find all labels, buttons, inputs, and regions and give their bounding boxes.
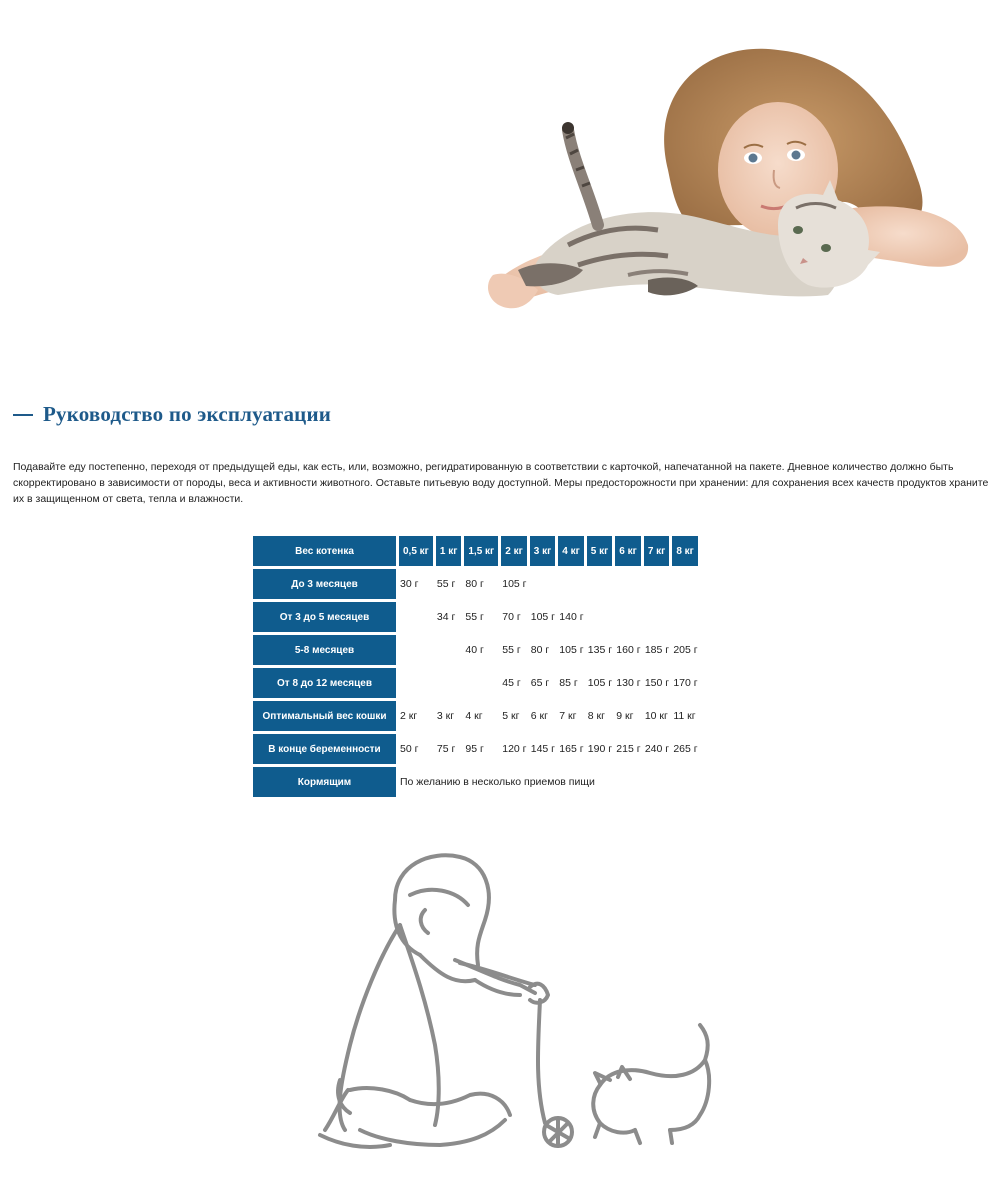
row-label: От 8 до 12 месяцев bbox=[253, 668, 396, 698]
weight-column-header: 6 кг bbox=[615, 536, 641, 566]
table-cell: 3 кг bbox=[436, 710, 455, 722]
table-cell: 105 г bbox=[530, 611, 556, 623]
toy-string bbox=[538, 1000, 545, 1123]
feeding-table bbox=[250, 533, 701, 800]
table-cell: 160 г bbox=[616, 644, 641, 656]
weight-column-header: 7 кг bbox=[644, 536, 670, 566]
table-cell bbox=[530, 569, 556, 599]
table-cell bbox=[644, 569, 670, 599]
nursing-note: По желанию в несколько приемов пищи bbox=[400, 776, 595, 788]
page-title: Руководство по эксплуатации bbox=[43, 402, 332, 426]
table-cell: 9 кг bbox=[616, 710, 634, 722]
table-row bbox=[253, 734, 698, 764]
table-cell bbox=[464, 668, 498, 698]
table-cell: 135 г bbox=[587, 644, 613, 656]
row-label: До 3 месяцев bbox=[253, 569, 396, 599]
table-cell: 105 г bbox=[587, 677, 613, 689]
hero-photo-girl-with-cat bbox=[478, 30, 978, 330]
table-cell: 55 г bbox=[502, 644, 521, 656]
weight-column-header: 8 кг bbox=[672, 536, 698, 566]
table-cell: 2 кг bbox=[400, 710, 418, 722]
table-cell: 5 кг bbox=[502, 710, 520, 722]
table-cell bbox=[615, 602, 641, 632]
table-cell: 80 г bbox=[530, 644, 550, 656]
table-cell bbox=[399, 668, 433, 698]
section-heading bbox=[13, 402, 331, 427]
table-cell: 6 кг bbox=[530, 710, 548, 722]
row-label: 5-8 месяцев bbox=[253, 635, 396, 665]
row-label: Кормящим bbox=[253, 767, 396, 797]
table-cell: 105 г bbox=[559, 644, 584, 656]
weight-column-header: 4 кг bbox=[558, 536, 584, 566]
cat-tail bbox=[568, 130, 598, 225]
table-row bbox=[253, 569, 698, 599]
table-row bbox=[253, 701, 698, 731]
table-cell: 34 г bbox=[436, 611, 456, 623]
table-cell bbox=[587, 569, 613, 599]
table-cell bbox=[615, 569, 641, 599]
table-cell: 190 г bbox=[587, 743, 613, 755]
table-cell: 55 г bbox=[465, 611, 484, 623]
row-label: От 3 до 5 месяцев bbox=[253, 602, 396, 632]
weight-column-header: 2 кг bbox=[501, 536, 527, 566]
table-cell: 55 г bbox=[436, 578, 456, 590]
row-label: Оптимальный вес кошки bbox=[253, 701, 396, 731]
table-cell: 185 г bbox=[644, 644, 670, 656]
table-cell bbox=[399, 635, 433, 665]
table-cell: 80 г bbox=[465, 578, 484, 590]
table-cell: 170 г bbox=[673, 677, 698, 689]
table-cell bbox=[558, 569, 584, 599]
illustration-girl-kitten bbox=[300, 845, 730, 1170]
heading-dash bbox=[13, 414, 33, 416]
table-cell: 95 г bbox=[465, 743, 484, 755]
table-cell: 65 г bbox=[530, 677, 550, 689]
table-cell: 45 г bbox=[502, 677, 521, 689]
table-row bbox=[253, 602, 698, 632]
table-cell: 50 г bbox=[400, 743, 419, 755]
table-corner-header: Вес котенка bbox=[253, 536, 396, 566]
weight-column-header: 1 кг bbox=[436, 536, 462, 566]
table-cell: 11 кг bbox=[673, 710, 696, 722]
table-cell: 165 г bbox=[559, 743, 584, 755]
table-cell: 10 кг bbox=[644, 710, 668, 722]
table-cell: 205 г bbox=[673, 644, 698, 656]
table-cell: 7 кг bbox=[559, 710, 577, 722]
table-cell: 150 г bbox=[644, 677, 670, 689]
table-cell bbox=[672, 602, 698, 632]
table-header-row bbox=[253, 536, 698, 566]
kitten-tail bbox=[700, 1025, 708, 1060]
table-cell: 130 г bbox=[616, 677, 641, 689]
table-cell: 30 г bbox=[400, 578, 419, 590]
table-cell bbox=[436, 668, 462, 698]
table-cell bbox=[399, 602, 433, 632]
table-cell bbox=[644, 602, 670, 632]
weight-column-header: 1,5 кг bbox=[464, 536, 498, 566]
weight-column-header: 5 кг bbox=[587, 536, 613, 566]
table-row bbox=[253, 635, 698, 665]
table-cell: 240 г bbox=[644, 743, 670, 755]
row-label: В конце беременности bbox=[253, 734, 396, 764]
table-cell: 120 г bbox=[502, 743, 527, 755]
table-cell: 70 г bbox=[502, 611, 521, 623]
table-cell bbox=[436, 635, 462, 665]
table-cell: 265 г bbox=[673, 743, 698, 755]
table-cell: 75 г bbox=[436, 743, 456, 755]
table-cell: 40 г bbox=[465, 644, 484, 656]
table-cell bbox=[672, 569, 698, 599]
weight-column-header: 0,5 кг bbox=[399, 536, 433, 566]
girl-coat bbox=[340, 925, 400, 1130]
table-cell: 105 г bbox=[502, 578, 527, 590]
kitten-body bbox=[600, 1060, 709, 1130]
table-cell: 145 г bbox=[530, 743, 556, 755]
table-row-nursing bbox=[253, 767, 698, 797]
weight-column-header: 3 кг bbox=[530, 536, 556, 566]
table-cell: 140 г bbox=[559, 611, 584, 623]
table-cell: 4 кг bbox=[465, 710, 483, 722]
table-cell: 8 кг bbox=[587, 710, 605, 722]
table-cell bbox=[587, 602, 613, 632]
table-cell: 85 г bbox=[559, 677, 578, 689]
instructions-text: Подавайте еду постепенно, переходя от предыдущей еды, как есть, или, возможно, регидратированную в соответствии с карточкой, напечатанной на пакете. Дневное количество должно быть скорректировано в зависимости от породы, веса и активности животного. Оставьте питьевую воду доступной. Меры предосторожности при хранении: для сохранения всех качеств продуктов храните их в защищенном от света, тепла и влажности. bbox=[13, 460, 989, 505]
table-row bbox=[253, 668, 698, 698]
table-cell: 215 г bbox=[616, 743, 641, 755]
